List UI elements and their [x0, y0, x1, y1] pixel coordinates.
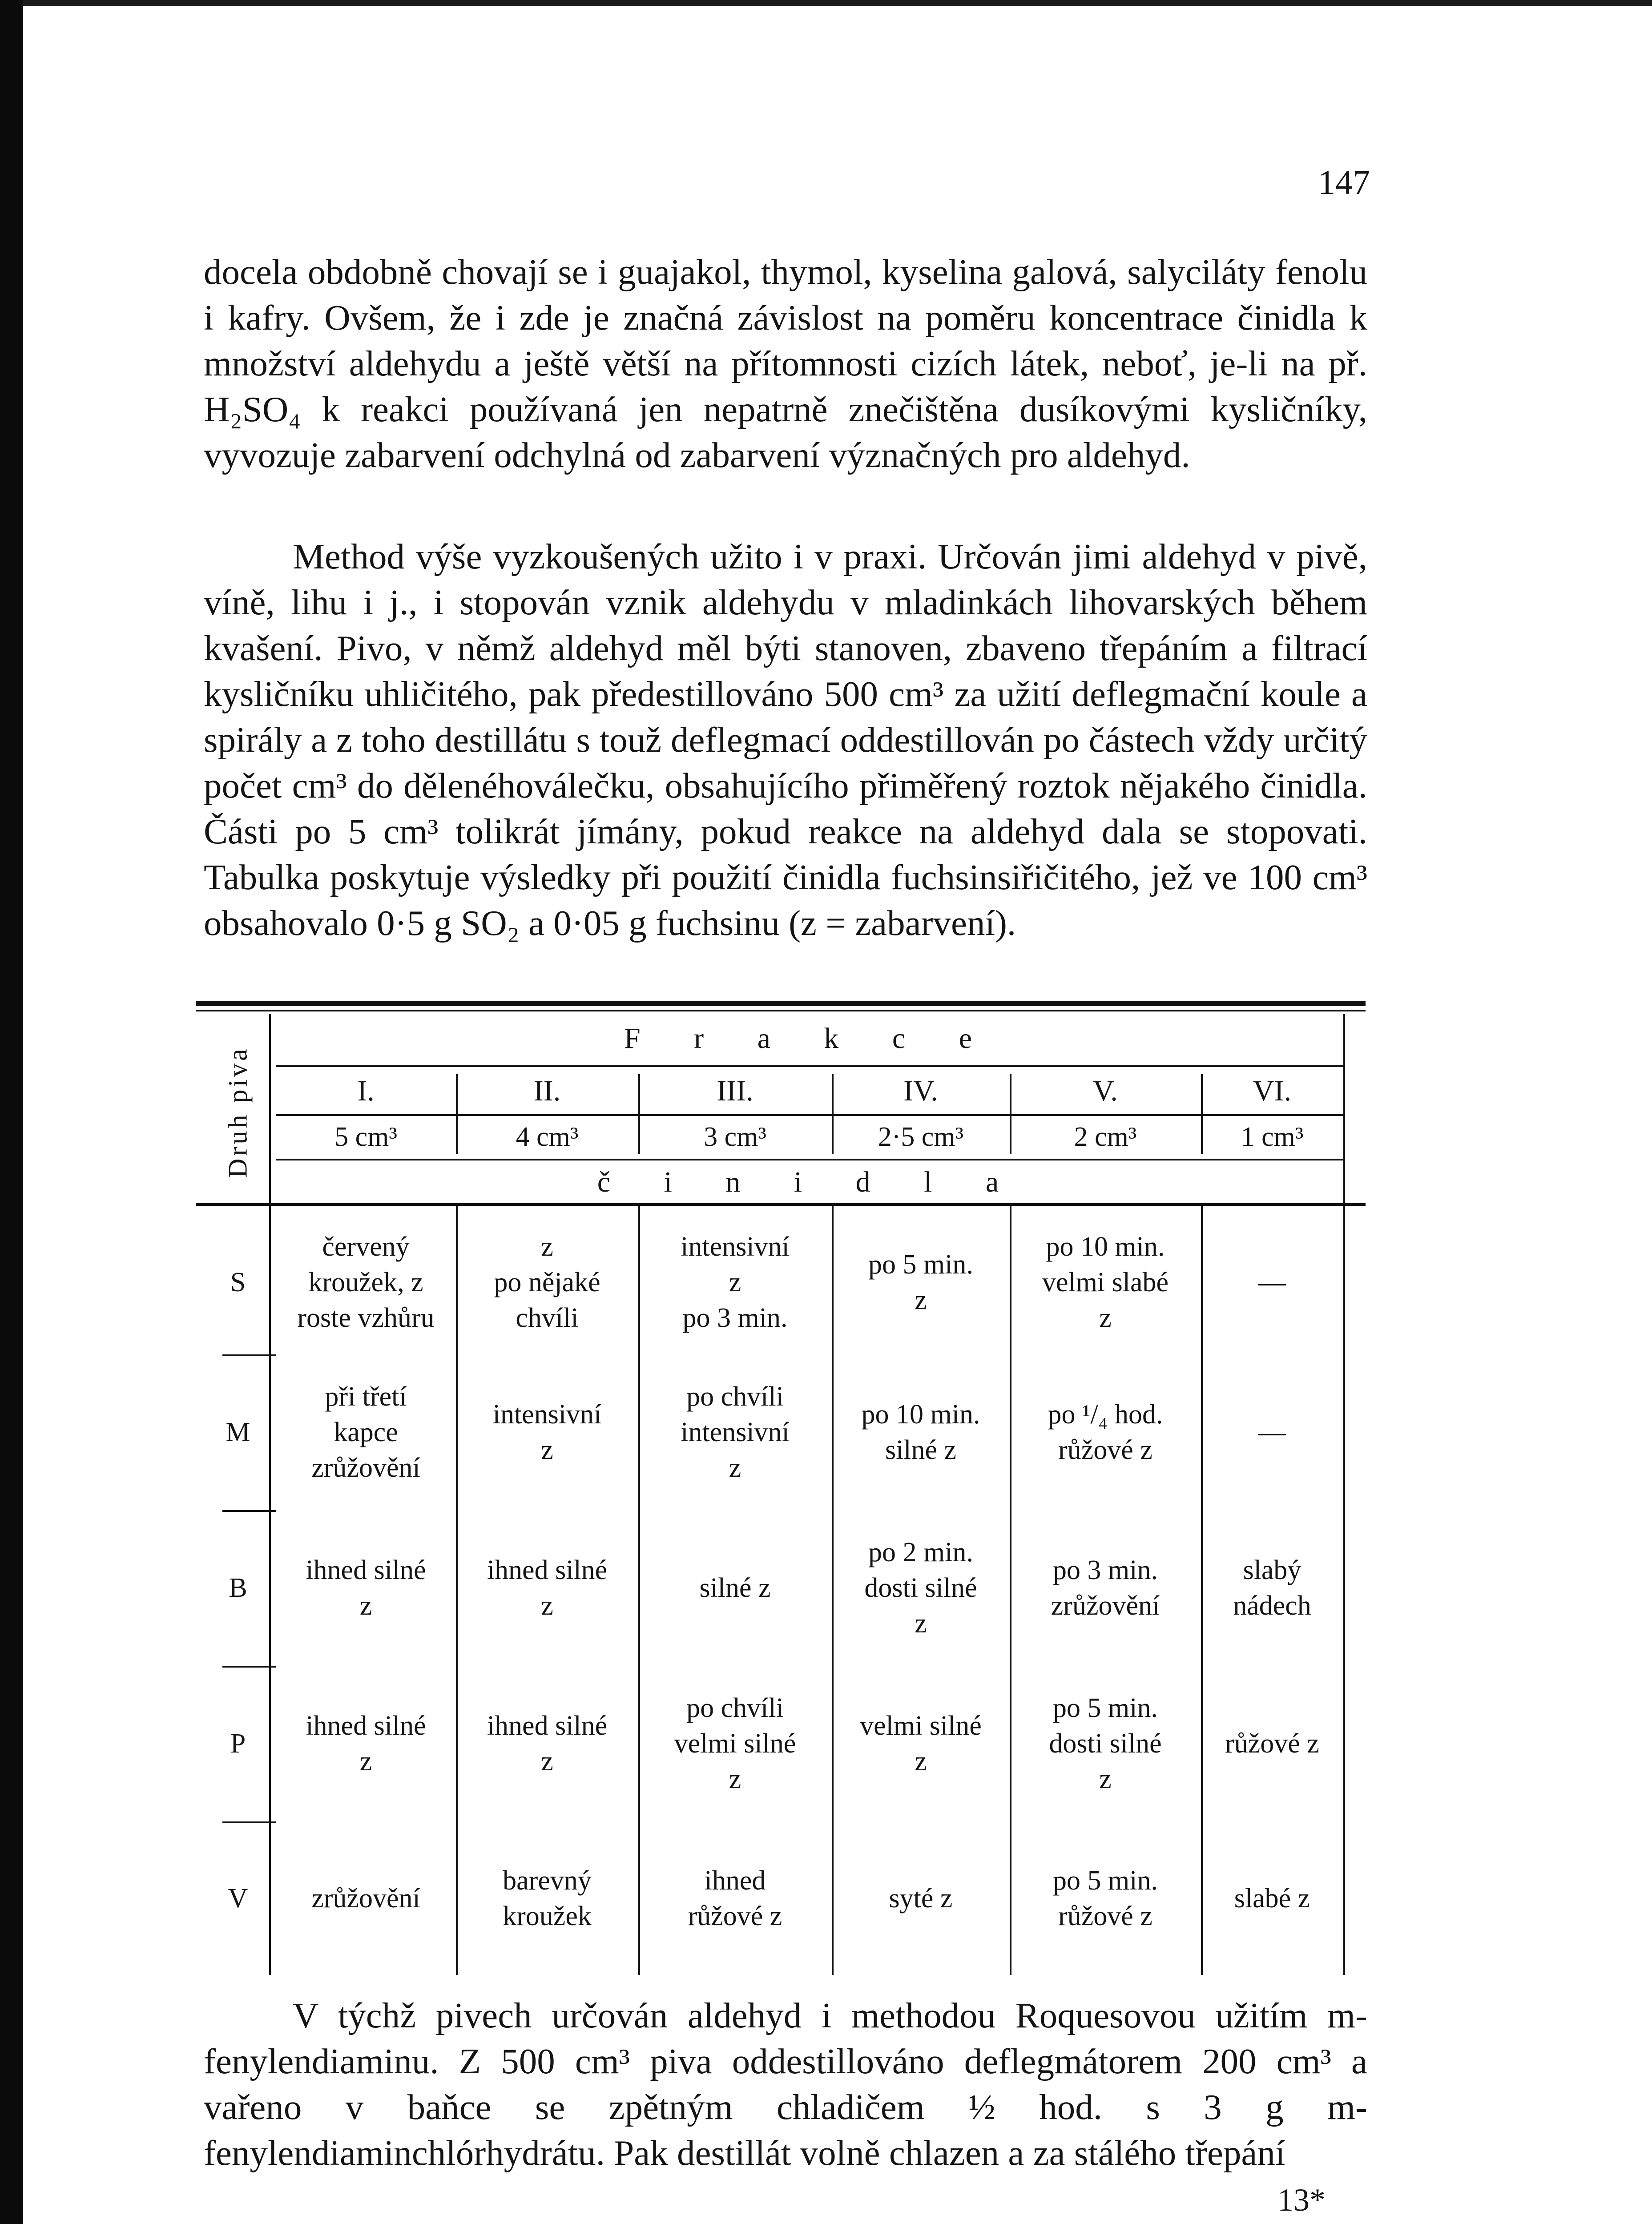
cell-line: kapce [334, 1417, 398, 1447]
cell-line: z [1099, 1302, 1112, 1333]
table-top-rule-2 [196, 1010, 1366, 1011]
cell-line: růžové z [1225, 1728, 1319, 1759]
table-cell [1010, 1666, 1201, 1821]
cell-line: kroužek, z [308, 1267, 423, 1297]
fraction-label: II. [533, 1074, 561, 1107]
cell-line: zrůžovění [311, 1453, 420, 1483]
table-cell [638, 1821, 832, 1975]
volume-label: 2·5 cm³ [878, 1122, 964, 1152]
volume-label: 1 cm³ [1241, 1122, 1304, 1152]
fraction-label: I. [357, 1074, 375, 1107]
cell-line: z [915, 1608, 927, 1639]
fraction-label: IV. [903, 1074, 938, 1107]
table-top-rule [196, 1001, 1366, 1006]
rule-under-fractions [276, 1114, 1343, 1116]
cell-line: intensivní [681, 1231, 790, 1262]
volume-label: 3 cm³ [704, 1122, 766, 1152]
table-cell [1010, 1821, 1201, 1975]
rule-under-group [276, 1065, 1343, 1067]
footnote-mark: 13* [1277, 2182, 1326, 2218]
table-cell [276, 1666, 456, 1821]
page-number: 147 [1318, 163, 1370, 201]
table-cell [1201, 1210, 1343, 1354]
cell-line: z [1099, 1764, 1112, 1794]
table-cell [1010, 1354, 1201, 1510]
volume-label: 4 cm³ [516, 1122, 579, 1152]
cell-line: z [915, 1746, 927, 1777]
group-header: F r a k c e [624, 1022, 995, 1055]
header-column-rule [456, 1074, 458, 1154]
cell-line: silné z [885, 1435, 957, 1465]
cell-line: ihned silné [487, 1555, 608, 1585]
cell-line: červený [322, 1231, 410, 1262]
header-column-rule [1010, 1074, 1011, 1154]
cell-line: roste vzhůru [297, 1302, 435, 1333]
body-column-rule [1010, 1206, 1011, 1975]
table-cell [1201, 1354, 1343, 1510]
cell-line: po ¹/₄ hod. [1048, 1399, 1163, 1430]
fraction-label: VI. [1253, 1074, 1292, 1107]
cell-line: — [1258, 1267, 1286, 1297]
cell-line: růžové z [1058, 1901, 1152, 1931]
table-cell [832, 1510, 1010, 1666]
cell-line: ihned [704, 1865, 766, 1896]
table-cell [456, 1354, 638, 1510]
cell-line: po 2 min. [868, 1537, 973, 1567]
rule-under-header [196, 1203, 1366, 1206]
cell-line: ihned silné [487, 1711, 608, 1741]
cell-line: z [541, 1231, 553, 1262]
cell-line: z [359, 1746, 372, 1777]
right-header-rule [1343, 1014, 1345, 1205]
volume-label: 5 cm³ [334, 1122, 397, 1152]
cell-line: z [729, 1267, 741, 1297]
table-cell [832, 1354, 1010, 1510]
cell-line: po 3 min. [682, 1302, 788, 1333]
cell-line: z [541, 1435, 553, 1465]
cell-line: ihned silné [306, 1711, 426, 1741]
side-label-rule [269, 1014, 271, 1205]
row-label: M [226, 1417, 250, 1447]
table-cell [638, 1510, 832, 1666]
cell-line: zrůžovění [1051, 1591, 1160, 1621]
table-cell [276, 1354, 456, 1510]
scan-edge-left [0, 0, 23, 2224]
cell-line: z [541, 1746, 553, 1777]
cell-line: dosti silné [864, 1573, 977, 1603]
row-label: S [230, 1267, 246, 1297]
cell-line: dosti silné [1049, 1728, 1162, 1759]
cell-line: syté z [889, 1883, 953, 1914]
body-column-rule [832, 1206, 834, 1975]
table-cell [276, 1821, 456, 1975]
table-cell [1201, 1666, 1343, 1821]
cell-line: z [359, 1591, 372, 1621]
cell-line: slabý [1243, 1555, 1301, 1585]
cell-line: velmi slabé [1042, 1267, 1169, 1297]
row-label: P [230, 1728, 246, 1759]
row-label: V [228, 1883, 248, 1914]
body-column-rule [269, 1206, 271, 1975]
fraction-label: V. [1093, 1074, 1118, 1107]
table-cell [638, 1666, 832, 1821]
cell-line: po nějaké [494, 1267, 600, 1297]
cell-line: po 5 min. [1053, 1693, 1158, 1723]
volume-label: 2 cm³ [1074, 1122, 1137, 1152]
cell-line: z [915, 1285, 927, 1315]
body-column-rule [1343, 1206, 1345, 1975]
cell-line: po 3 min. [1053, 1555, 1158, 1585]
cell-line: po 5 min. [868, 1249, 973, 1280]
cell-line: nádech [1233, 1591, 1311, 1621]
table-cell [638, 1354, 832, 1510]
cell-line: — [1258, 1417, 1286, 1447]
cell-line: po 10 min. [1046, 1231, 1165, 1262]
table-cell [1201, 1821, 1343, 1975]
cell-line: barevný [503, 1865, 592, 1896]
cell-line: po chvíli [686, 1693, 784, 1723]
side-label: Druh piva [223, 1046, 253, 1178]
cell-line: z [729, 1453, 741, 1483]
table-cell [276, 1510, 456, 1666]
cell-line: intensivní [681, 1417, 790, 1447]
table-cell [1010, 1210, 1201, 1354]
table-cell [638, 1210, 832, 1354]
scan-edge-top [23, 0, 1652, 6]
table-cell [832, 1210, 1010, 1354]
table-cell [456, 1510, 638, 1666]
cell-line: po 10 min. [861, 1399, 980, 1430]
header-column-rule [1201, 1074, 1203, 1154]
cell-line: růžové z [1058, 1435, 1152, 1465]
body-column-rule [456, 1206, 458, 1975]
table-cell [1010, 1510, 1201, 1666]
table-cell [832, 1821, 1010, 1975]
table-cell [832, 1666, 1010, 1821]
cell-line: z [541, 1591, 553, 1621]
cell-line: po 5 min. [1053, 1865, 1158, 1896]
paragraph-2: Method výše vyzkoušených užito i v praxi. Určován jimi aldehyd v pivě, víně, lihu i j., i stopován vznik aldehydu v mladinkách lihovarských během kvašení. Pivo, v němž aldehyd měl býti stanoven, zbaveno třepáním a filtrací kysličníku uhličitého, pak předestillováno 500 cm³ za užití deflegmační koule a spirály a z toho destillátu s touž deflegmací oddestillován po částech vždy určitý počet cm³ do dělenéhoválečku, obsahujícího přiměřený roztok nějakého činidla. Části po 5 cm³ tolikrát jímány, pokud reakce na aldehyd dala se stopovati. Tabulka poskytuje výsledky při použití činidla fuchsinsiřičitého, jež ve 100 cm³ obsahovalo 0·5 g SO₂ a 0·05 g fuchsinu (z = zabarvení). [204, 536, 1367, 943]
cell-line: z [729, 1764, 741, 1794]
cell-line: velmi silné [674, 1728, 796, 1759]
body-column-rule [1201, 1206, 1203, 1975]
table-cell [456, 1821, 638, 1975]
cell-line: kroužek [503, 1901, 592, 1931]
cell-line: zrůžovění [311, 1883, 420, 1914]
table-cell [456, 1210, 638, 1354]
paragraph-1: docela obdobně chovají se i guajakol, thymol, kyselina galová, salyciláty fenolu i kafry. Ovšem, že i zde je značná závislost na poměru koncentrace činidla k množství aldehydu a ještě větší na přítomnosti cizích látek, neboť, je-li na př. H₂SO₄ k reakci používaná jen nepatrně znečištěna dusíkovými kysličníky, vyvozuje zabarvení odchylná od zabarvení význačných pro aldehyd. [204, 252, 1367, 475]
table-cell [1201, 1510, 1343, 1666]
body-column-rule [638, 1206, 640, 1975]
cell-line: slabé z [1234, 1883, 1310, 1914]
rule-under-volumes [276, 1159, 1343, 1160]
table-cell [456, 1666, 638, 1821]
paragraph-3: V týchž pivech určován aldehyd i methodou Roquesovou užitím m-fenylendiaminu. Z 500 cm³ piva oddestillováno deflegmátorem 200 cm³ a vařeno v baňce se zpětným chladičem ½ hod. s 3 g m-fenylendiaminchlórhydrátu. Pak destillát volně chlazen a za stálého třepání [204, 1995, 1367, 2173]
fraction-label: III. [717, 1074, 753, 1107]
cell-line: při třetí [325, 1382, 407, 1412]
cell-line: růžové z [688, 1901, 782, 1931]
row-label: B [229, 1573, 247, 1603]
cell-line: po chvíli [686, 1382, 784, 1412]
header-column-rule [638, 1074, 640, 1154]
table-cell [276, 1210, 456, 1354]
cell-line: velmi silné [860, 1711, 982, 1741]
reagent-header: č i n i d l a [597, 1165, 1022, 1198]
cell-line: intensivní [492, 1399, 602, 1430]
cell-line: silné z [699, 1573, 771, 1603]
cell-line: ihned silné [306, 1555, 426, 1585]
header-column-rule [832, 1074, 834, 1154]
cell-line: chvíli [516, 1302, 579, 1333]
